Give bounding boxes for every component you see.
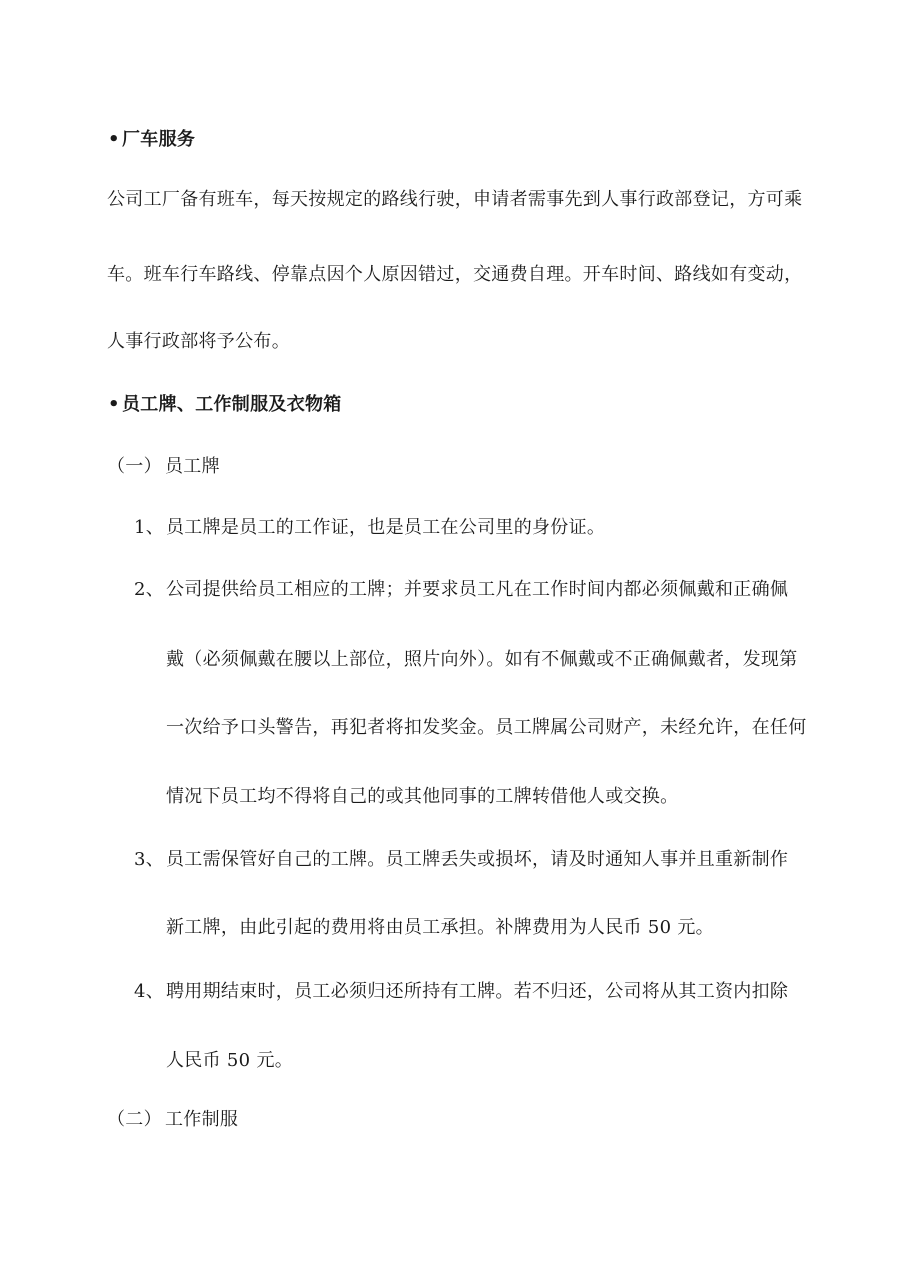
list-item: [134, 516, 605, 540]
paragraph-line: 公司工厂备有班车，每天按规定的路线行驶，申请者需事先到人事行政部登记，方可乘: [107, 189, 803, 210]
section-heading-shuttle: [108, 128, 195, 152]
list-number: 4、: [134, 981, 165, 1002]
list-item-continuation: 情况下员工均不得将自己的或其他同事的工牌转借他人或交换。: [166, 786, 679, 807]
subsection-heading: [107, 455, 220, 479]
bullet-icon: •: [108, 129, 120, 150]
list-item-text: 聘用期结束时，员工必须归还所持有工牌。若不归还，公司将从其工资内扣除: [166, 981, 789, 1002]
bullet-icon: •: [108, 394, 120, 415]
subsection-label: （一）: [107, 456, 162, 477]
paragraph-line: 车。班车行车路线、停靠点因个人原因错过，交通费自理。开车时间、路线如有变动，: [107, 264, 803, 285]
list-item-continuation: 戴（必须佩戴在腰以上部位，照片向外）。如有不佩戴或不正确佩戴者，发现第: [166, 649, 798, 670]
section-title: 厂车服务: [122, 129, 196, 150]
list-item-continuation: 新工牌，由此引起的费用将由员工承担。补牌费用为人民币 50 元。: [166, 917, 714, 938]
list-item: [134, 578, 788, 602]
list-number: 2、: [134, 579, 165, 600]
list-number: 3、: [134, 849, 165, 870]
section-heading-badge-uniform: [108, 393, 342, 417]
list-item-continuation: 人民币 50 元。: [166, 1050, 294, 1071]
list-item-text: 员工需保管好自己的工牌。员工牌丢失或损坏，请及时通知人事并且重新制作: [166, 849, 789, 870]
paragraph-line: 人事行政部将予公布。: [107, 331, 290, 352]
subsection-heading: [107, 1108, 238, 1132]
list-item-continuation: 一次给予口头警告，再犯者将扣发奖金。员工牌属公司财产，未经允许，在任何: [166, 717, 807, 738]
subsection-title: 工作制服: [165, 1109, 239, 1130]
subsection-title: 员工牌: [165, 456, 220, 477]
list-item-text: 公司提供给员工相应的工牌；并要求员工凡在工作时间内都必须佩戴和正确佩: [166, 579, 789, 600]
list-item: [134, 980, 788, 1004]
section-title: 员工牌、工作制服及衣物箱: [122, 394, 342, 415]
subsection-label: （二）: [107, 1109, 162, 1130]
list-item: [134, 848, 788, 872]
list-item-text: 员工牌是员工的工作证，也是员工在公司里的身份证。: [166, 517, 606, 538]
list-number: 1、: [134, 517, 165, 538]
